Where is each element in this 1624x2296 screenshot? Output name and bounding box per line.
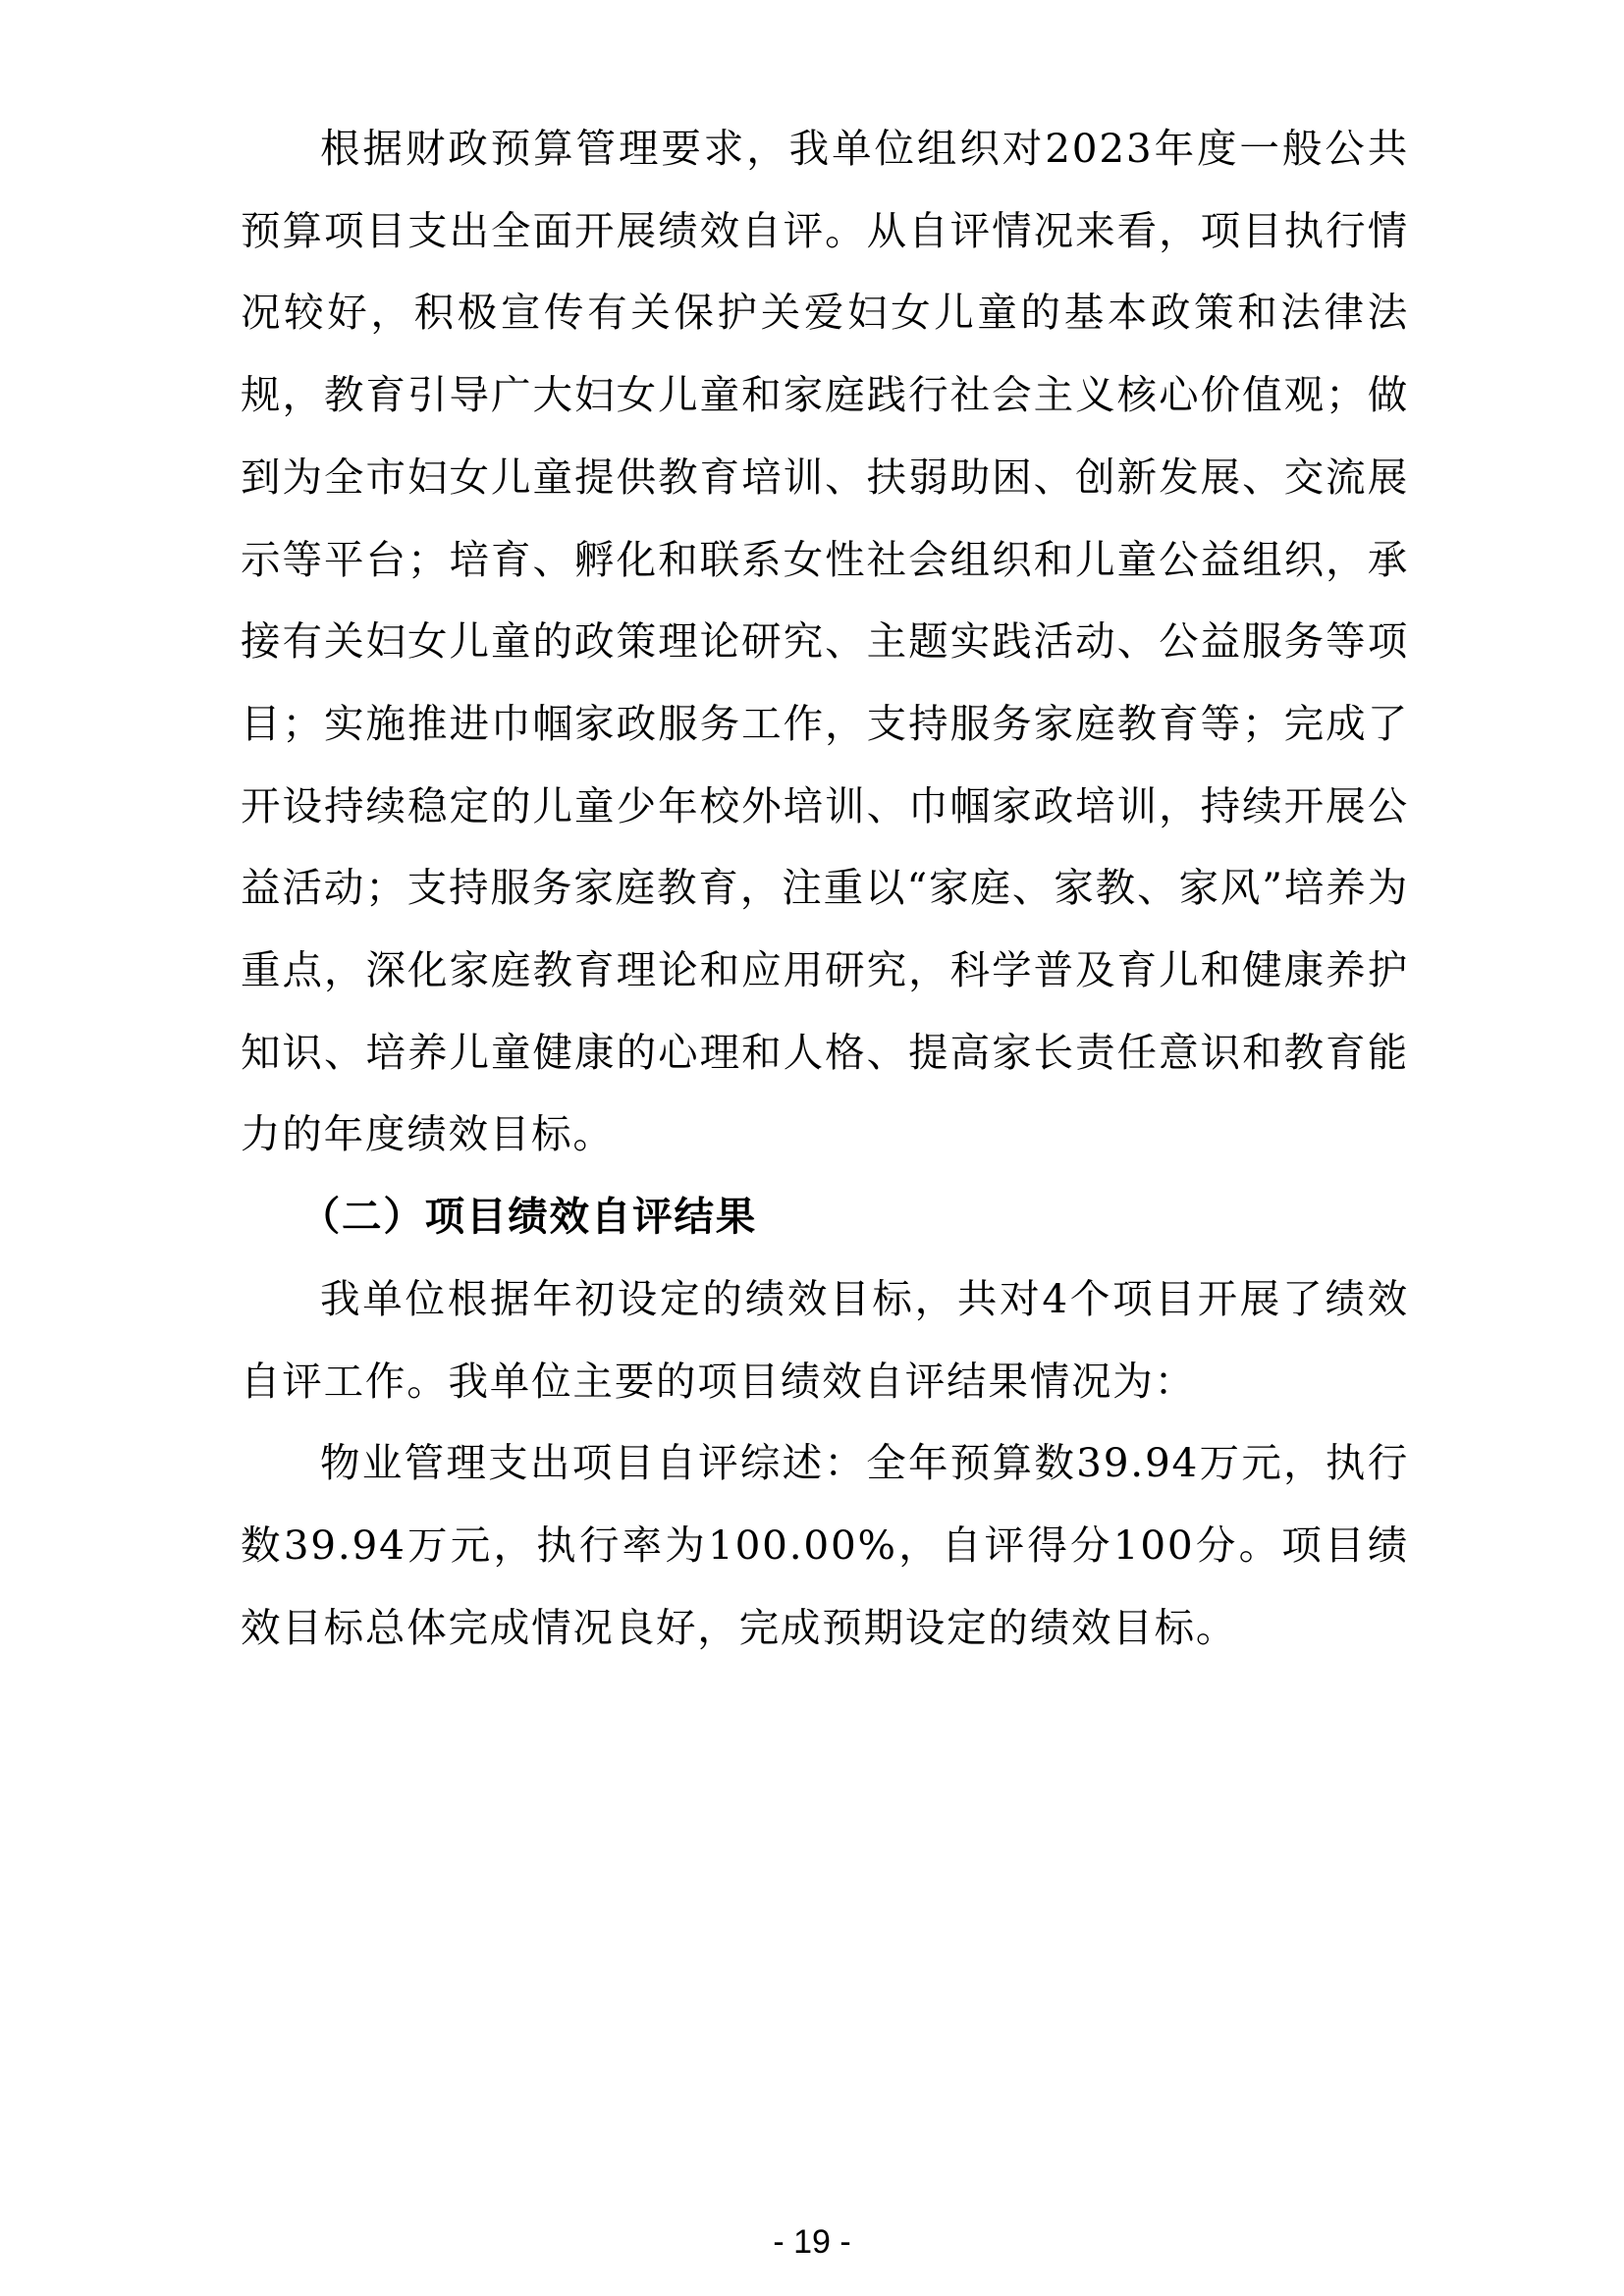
intro-paragraph: 根据财政预算管理要求，我单位组织对2023年度一般公共预算项目支出全面开展绩效自评。从自评情况来看，项目执行情况较好，积极宣传有关保护关爱妇女儿童的基本政策和法律法规，教育引导广大妇女儿童和家庭践行社会主义核心价值观；做到为全市妇女儿童提供教育培训、扶弱助困、创新发展、交流展示等平台；培育、孵化和联系女性社会组织和儿童公益组织，承接有关妇女儿童的政策理论研究、主题实践活动、公益服务等项目；实施推进巾帼家政服务工作，支持服务家庭教育等；完成了开设持续稳定的儿童少年校外培训、巾帼家政培训，持续开展公益活动；支持服务家庭教育，注重以“家庭、家教、家风”培养为重点，深化家庭教育理论和应用研究，科学普及育儿和健康养护知识、培养儿童健康的心理和人格、提高家长责任意识和教育能力的年度绩效目标。 bbox=[241, 125, 1409, 1158]
page-number: - 19 - bbox=[773, 2223, 851, 2261]
property-management-paragraph: 物业管理支出项目自评综述：全年预算数39.94万元，执行数39.94万元，执行率为100.00%，自评得分100分。项目绩效目标总体完成情况良好，完成预期设定的绩效目标。 bbox=[241, 1439, 1409, 1651]
summary-paragraph: 我单位根据年初设定的绩效目标，共对4个项目开展了绩效自评工作。我单位主要的项目绩效自评结果情况为： bbox=[241, 1274, 1409, 1405]
section-heading: （二）项目绩效自评结果 bbox=[299, 1193, 758, 1241]
document-body bbox=[241, 108, 1409, 1669]
